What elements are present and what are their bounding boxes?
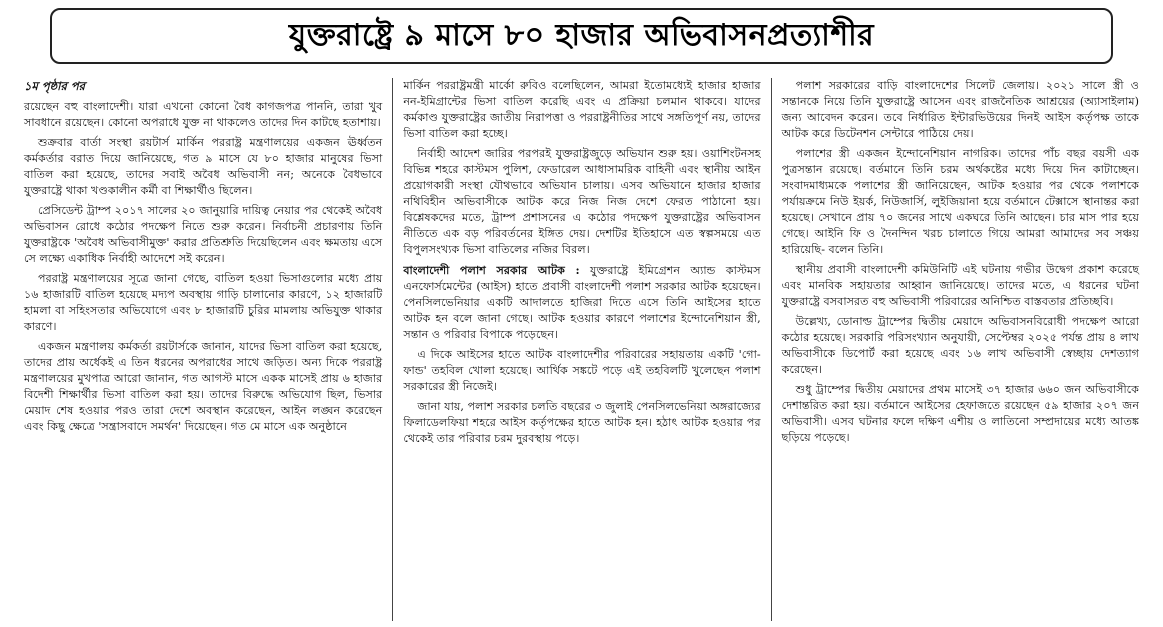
column-3: [771, 78, 1149, 621]
column-2: [392, 78, 770, 621]
headline: যুক্তরাষ্ট্রে ৯ মাসে ৮০ হাজার অভিবাসনপ্রত্যাশীর: [288, 17, 875, 53]
paragraph: পলাশ সরকারের বাড়ি বাংলাদেশের সিলেট জেলায়। ২০২১ সালে স্ত্রী ও সন্তানকে নিয়ে তিনি যুক্তরাষ্ট্রে আসেন এবং রাজনৈতিক আশ্রয়ের (অ্যাসাইলাম) জন্য আবেদন করেন। তবে নির্ধারিত ইন্টারভিউয়ের দিনই আইস কর্তৃপক্ষ তাকে আটক করে ডিটেনশন সেন্টারে পাঠিয়ে দেয়।: [781, 79, 1139, 140]
subhead: বাংলাদেশী পলাশ সরকার আটক :: [403, 263, 580, 277]
paragraph: পররাষ্ট্র মন্ত্রণালয়ের সূত্রে জানা গেছে, বাতিল হওয়া ভিসাগুলোর মধ্যে প্রায় ১৬ হাজারটি বাতিল হয়েছে মদ্যপ অবস্থায় গাড়ি চালানোর কারণে, ১২ হাজারটি হামলা বা সহিংসতার অভিযোগে এবং ৮ হাজারটি চুরির মামলায় অভিযুক্ত থাকার কারণে।: [24, 272, 383, 333]
paragraph: নির্বাহী আদেশ জারির পরপরই যুক্তরাষ্ট্রজুড়ে অভিযান শুরু হয়। ওয়াশিংটনসহ বিভিন্ন শহরে কাস্টমস পুলিশ, ফেডারেল আধাসামরিক বাহিনী এবং স্থানীয় আইন প্রয়োগকারী সংস্থা যৌথভাবে অভিযান চালায়। এসব অভিযানে হাজার হাজার নথিবিহীন অভিবাসীকে আটক করে নিজ নিজ দেশে ফেরত পাঠানো হয়। বিশ্লেষকদের মতে, ট্রাম্প প্রশাসনের এ কঠোর পদক্ষেপ যুক্তরাষ্ট্রের অভিবাসন নীতিতে এক বড় পরিবর্তনের ইঙ্গিত দেয়। দেশটির ইতিহাসে এত স্বল্পসময়ে এত বিপুলসংখ্যক ভিসা বাতিলের নজির বিরল।: [403, 147, 761, 256]
headline-box: [50, 8, 1113, 64]
subhead-text: যুক্তরাষ্ট্রে ইমিগ্রেশন অ্যান্ড কাস্টমস এনফোর্সমেন্টের (আইস) হাতে প্রবাসী বাংলাদেশী পলাশ সরকার আটক হয়েছেন। পেনসিলভেনিয়ার একটি আদালতে হাজিরা দিতে এসে তিনি আইসের হাতে আটক হন বলে জানা গেছে। আটক হওয়ার কারণে পলাশের ইন্দোনেশিয়ান স্ত্রী, সন্তান ও পরিবার বিপাকে পড়েছেন।: [403, 264, 761, 341]
continued-label: ১ম পৃষ্ঠার পর: [24, 79, 85, 93]
subhead-paragraph: [403, 262, 760, 343]
continued-line: [24, 78, 382, 95]
paragraph: স্থানীয় প্রবাসী বাংলাদেশী কমিউনিটি এই ঘটনায় গভীর উদ্বেগ প্রকাশ করেছে এবং মানবিক সহায়তার আহ্বান জানিয়েছে। তাদের মতে, এ ধরনের ঘটনা যুক্তরাষ্ট্রে বসবাসরত বহু অভিবাসী পরিবারের অনিশ্চিত বাস্তবতার প্রতিচ্ছবি।: [781, 263, 1139, 308]
column-1: [14, 78, 392, 621]
paragraph: এ দিকে আইসের হাতে আটক বাংলাদেশীর পরিবারের সহায়তায় একটি 'গো-ফান্ড' তহবিল খোলা হয়েছে। আর্থিক সঙ্কটে পড়ে এই তহবিলটি খুলেছেন পলাশ সরকারের স্ত্রী নিজেই।: [403, 348, 761, 393]
newspaper-page: [0, 8, 1163, 627]
paragraph: শুধু ট্রাম্পের দ্বিতীয় মেয়াদের প্রথম মাসেই ৩৭ হাজার ৬৬০ জন অভিবাসীকে দেশান্তরিত করা হয়। বর্তমানে আইসের হেফাজতে রয়েছেন ৫৯ হাজার ২০৭ জন অভিবাসী। এসব ঘটনার ফলে দক্ষিণ এশীয় ও লাতিনো সম্প্রদায়ের মধ্যে আতঙ্ক ছড়িয়ে পড়েছে।: [781, 383, 1139, 444]
article-columns: [14, 78, 1149, 621]
paragraph: একজন মন্ত্রণালয় কর্মকর্তা রয়টার্সকে জানান, যাদের ভিসা বাতিল করা হয়েছে, তাদের প্রায় অর্ধেকই এ তিন ধরনের অপরাধের সাথে জড়িত। অন্য দিকে পররাষ্ট্র মন্ত্রণালয়ের মুখপাত্র আরো জানান, গত আগস্ট মাসে একক মাসেই প্রায় ৬ হাজার বিদেশী শিক্ষার্থীর ভিসা বাতিল করা হয়। তাদের বিরুদ্ধে অভিযোগ ছিল, ভিসার মেয়াদ শেষ হওয়ার পরও তারা দেশে অবস্থান করেছেন, আইন লঙ্ঘন করেছেন এবং কিছু ক্ষেত্রে 'সন্ত্রাসবাদে সমর্থন' দিয়েছেন। গত মে মাসে এক অনুষ্ঠানে: [24, 340, 383, 433]
paragraph: পলাশের স্ত্রী একজন ইন্দোনেশিয়ান নাগরিক। তাদের পাঁচ বছর বয়সী এক পুত্রসন্তান রয়েছে। বর্তমানে তিনি চরম অর্থকষ্টের মধ্যে দিয়ে দিন কাটাচ্ছেন। সংবাদমাধ্যমকে পলাশের স্ত্রী জানিয়েছেন, আটক হওয়ার পর থেকে পলাশকে পর্যায়ক্রমে নিউ ইয়র্ক, নিউজার্সি, লুইজিয়ানা হয়ে বর্তমানে টেক্সাসে স্থানান্তর করা হয়েছে। সেখানে প্রায় ৭০ জনের সাথে একঘরে তিনি আছেন। চার মাস পার হয়ে গেছে। আইনি ফি ও দৈনন্দিন খরচ চালাতে গিয়ে আমরা আমাদের সব সঞ্চয় হারিয়েছি- বলেন তিনি।: [781, 147, 1139, 256]
paragraph: প্রেসিডেন্ট ট্রাম্প ২০১৭ সালের ২০ জানুয়ারি দায়িত্ব নেয়ার পর থেকেই অবৈধ অভিবাসন রোধে কঠোর পদক্ষেপ নিতে শুরু করেন। নির্বাচনী প্রচারণায় তিনি যুক্তরাষ্ট্রকে 'অবৈধ অভিবাসীমুক্ত' করার প্রতিশ্রুতি দিয়েছিলেন এবং ক্ষমতায় এসে সে লক্ষ্যে একাধিক নির্বাহী আদেশে সই করেন।: [24, 204, 383, 265]
paragraph: জানা যায়, পলাশ সরকার চলতি বছরের ৩ জুলাই পেনসিলভেনিয়া অঙ্গরাজ্যের ফিলাডেলফিয়া শহরে আইস কর্তৃপক্ষের হাতে আটক হন। হঠাৎ আটক হওয়ার পর থেকেই তার পরিবার চরম দুরবস্থায় পড়ে।: [403, 400, 761, 445]
paragraph: রয়েছেন বহু বাংলাদেশী। যারা এখনো কোনো বৈধ কাগজপত্র পাননি, তারা খুব সাবধানে রয়েছেন। কোনো অপরাধে যুক্ত না থাকলেও তাদের দিন কাটছে হতাশায়।: [24, 100, 383, 129]
paragraph: উল্লেখ্য, ডোনাল্ড ট্রাম্পের দ্বিতীয় মেয়াদে অভিবাসনবিরোধী পদক্ষেপ আরো কঠোর হয়েছে। সরকারি পরিসংখ্যান অনুযায়ী, সেপ্টেম্বর ২০২৫ পর্যন্ত প্রায় ৪ লাখ অভিবাসীকে ডিপোর্ট করা হয়েছে এবং ১৬ লাখ অভিবাসী স্বেচ্ছায় দেশত্যাগ করেছেন।: [781, 315, 1139, 376]
paragraph: শুক্রবার বার্তা সংস্থা রয়টার্স মার্কিন পররাষ্ট্র মন্ত্রণালয়ের একজন ঊর্ধ্বতন কর্মকর্তার বরাত দিয়ে জানিয়েছে, গত ৯ মাসে যে ৮০ হাজার মানুষের ভিসা বাতিল করা হয়েছে, তাদের সবাই অবৈধ অভিবাসী নন; অনেকে বৈধভাবে যুক্তরাষ্ট্রে থাকা খণ্ডকালীন কর্মী বা শিক্ষার্থীও ছিলেন।: [24, 136, 383, 197]
paragraph: মার্কিন পররাষ্ট্রমন্ত্রী মার্কো রুবিও বলেছিলেন, আমরা ইতোমধ্যেই হাজার হাজার নন-ইমিগ্রান্টের ভিসা বাতিল করেছি এবং এ প্রক্রিয়া চলমান থাকবে। যাদের কর্মকাণ্ড যুক্তরাষ্ট্রের জাতীয় নিরাপত্তা ও পররাষ্ট্রনীতির সাথে সঙ্গতিপূর্ণ নয়, তাদের ভিসা বাতিল করা হচ্ছে।: [403, 79, 761, 140]
